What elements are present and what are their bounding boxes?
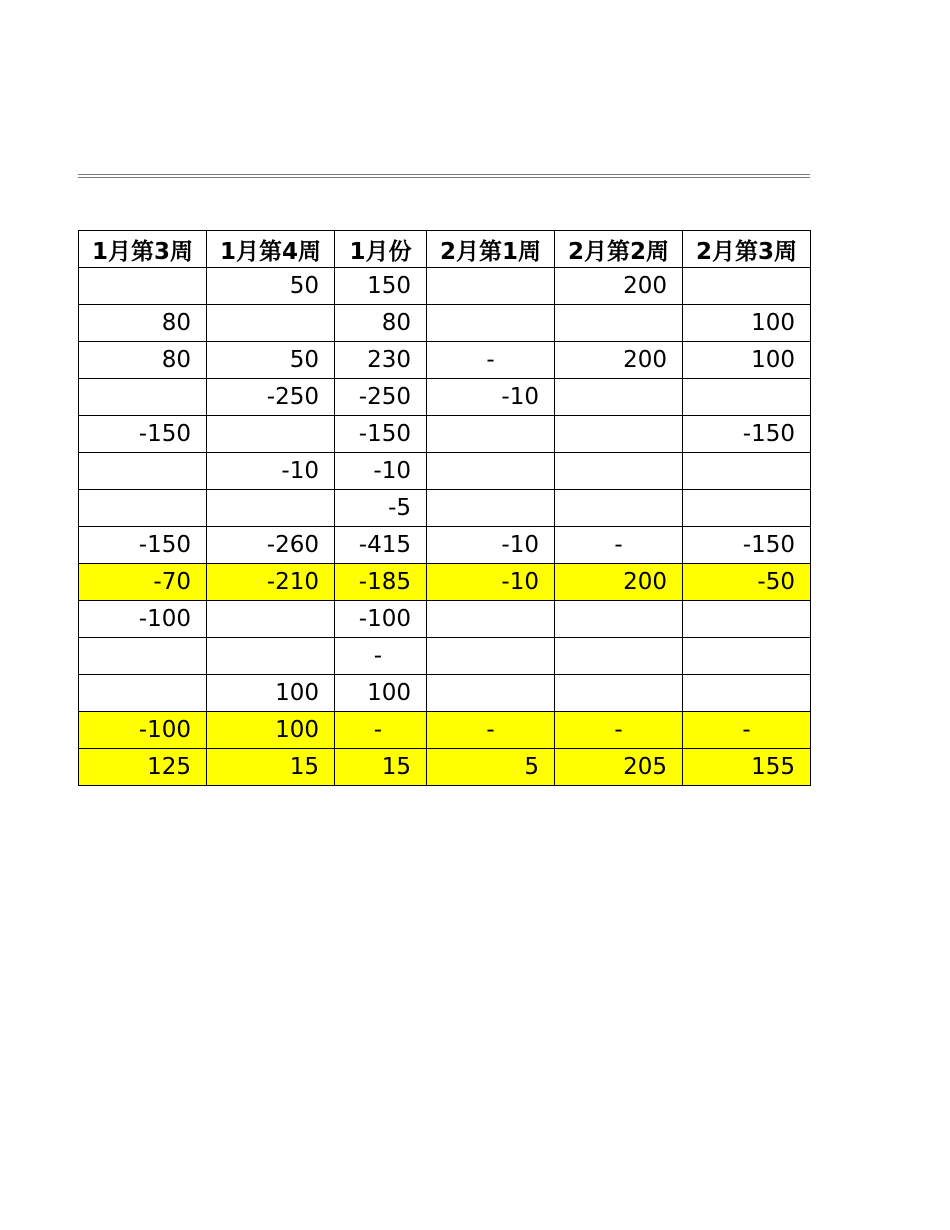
- table-cell[interactable]: 200: [555, 564, 683, 601]
- table-cell[interactable]: 80: [335, 305, 427, 342]
- table-cell[interactable]: -100: [79, 712, 207, 749]
- table-cell[interactable]: [79, 675, 207, 712]
- table-cell[interactable]: [79, 379, 207, 416]
- table-cell[interactable]: 200: [555, 342, 683, 379]
- table-cell[interactable]: [207, 305, 335, 342]
- table-cell[interactable]: -50: [683, 564, 811, 601]
- table-cell[interactable]: -: [335, 638, 427, 675]
- table-cell[interactable]: -150: [683, 416, 811, 453]
- table-cell[interactable]: -: [427, 342, 555, 379]
- table-cell[interactable]: -100: [335, 601, 427, 638]
- table-cell[interactable]: 125: [79, 749, 207, 786]
- table-row: [79, 675, 811, 712]
- table-cell[interactable]: 80: [79, 342, 207, 379]
- table-row: [79, 268, 811, 305]
- table-cell[interactable]: [427, 416, 555, 453]
- table-cell[interactable]: -5: [335, 490, 427, 527]
- table-cell[interactable]: [683, 490, 811, 527]
- table-cell[interactable]: 150: [335, 268, 427, 305]
- table-cell[interactable]: [427, 675, 555, 712]
- table-cell[interactable]: [207, 638, 335, 675]
- table-cell[interactable]: -210: [207, 564, 335, 601]
- table-cell[interactable]: -: [555, 712, 683, 749]
- table-cell[interactable]: [427, 268, 555, 305]
- table-cell[interactable]: -185: [335, 564, 427, 601]
- table-cell[interactable]: [427, 638, 555, 675]
- table-row: [79, 453, 811, 490]
- table-cell[interactable]: [555, 305, 683, 342]
- table-cell[interactable]: -10: [207, 453, 335, 490]
- header-row: [79, 231, 811, 268]
- table-row: [79, 305, 811, 342]
- data-table: [78, 230, 811, 786]
- column-header-jan-week4: 1月第4周: [207, 231, 335, 268]
- table-cell[interactable]: -: [683, 712, 811, 749]
- table-cell[interactable]: -: [335, 712, 427, 749]
- table-cell[interactable]: [79, 268, 207, 305]
- table-cell[interactable]: -150: [79, 416, 207, 453]
- table-cell[interactable]: -70: [79, 564, 207, 601]
- column-header-feb-week1: 2月第1周: [427, 231, 555, 268]
- table-cell[interactable]: [207, 416, 335, 453]
- table-cell[interactable]: 100: [207, 675, 335, 712]
- table-row: [79, 527, 811, 564]
- header-double-rule: [78, 174, 810, 178]
- table-cell[interactable]: 80: [79, 305, 207, 342]
- table-cell[interactable]: [79, 490, 207, 527]
- column-header-feb-week2: 2月第2周: [555, 231, 683, 268]
- table-cell[interactable]: 100: [683, 305, 811, 342]
- table-cell[interactable]: -250: [207, 379, 335, 416]
- table-cell[interactable]: [555, 638, 683, 675]
- table-cell[interactable]: [683, 601, 811, 638]
- table-cell[interactable]: 205: [555, 749, 683, 786]
- table-cell[interactable]: 50: [207, 268, 335, 305]
- table-cell[interactable]: 100: [335, 675, 427, 712]
- table-cell[interactable]: -150: [79, 527, 207, 564]
- table-cell[interactable]: [427, 453, 555, 490]
- table-cell[interactable]: [79, 638, 207, 675]
- table-row: [79, 638, 811, 675]
- table-row: [79, 490, 811, 527]
- table-cell[interactable]: 15: [207, 749, 335, 786]
- table-cell[interactable]: 100: [683, 342, 811, 379]
- table-row: [79, 564, 811, 601]
- table-cell[interactable]: [555, 416, 683, 453]
- table-cell[interactable]: [683, 453, 811, 490]
- table-cell[interactable]: [207, 601, 335, 638]
- table-row: [79, 416, 811, 453]
- table-cell[interactable]: -100: [79, 601, 207, 638]
- table-cell[interactable]: [79, 453, 207, 490]
- table-row: [79, 712, 811, 749]
- table-cell[interactable]: 200: [555, 268, 683, 305]
- table-row: [79, 601, 811, 638]
- table-cell[interactable]: [683, 268, 811, 305]
- table-row: [79, 342, 811, 379]
- column-header-jan-week3: 1月第3周: [79, 231, 207, 268]
- table-row: [79, 749, 811, 786]
- table-cell[interactable]: [427, 601, 555, 638]
- table-cell[interactable]: [555, 490, 683, 527]
- table-cell[interactable]: [555, 601, 683, 638]
- table-cell[interactable]: [555, 379, 683, 416]
- table-cell[interactable]: [555, 453, 683, 490]
- table-cell[interactable]: 15: [335, 749, 427, 786]
- table-cell[interactable]: -10: [427, 527, 555, 564]
- table-cell[interactable]: -150: [683, 527, 811, 564]
- table-cell[interactable]: -10: [427, 564, 555, 601]
- table-cell[interactable]: [555, 675, 683, 712]
- table-cell[interactable]: 50: [207, 342, 335, 379]
- table-cell[interactable]: -250: [335, 379, 427, 416]
- table-cell[interactable]: -10: [427, 379, 555, 416]
- table-cell[interactable]: [683, 675, 811, 712]
- table-cell[interactable]: [427, 305, 555, 342]
- table-cell[interactable]: 155: [683, 749, 811, 786]
- table-cell[interactable]: -10: [335, 453, 427, 490]
- table-cell[interactable]: -415: [335, 527, 427, 564]
- column-header-feb-week3: 2月第3周: [683, 231, 811, 268]
- table-cell[interactable]: 100: [207, 712, 335, 749]
- table-cell[interactable]: -260: [207, 527, 335, 564]
- table-cell[interactable]: [427, 490, 555, 527]
- table-cell[interactable]: [683, 638, 811, 675]
- column-header-jan-month: 1月份: [335, 231, 427, 268]
- table-row: [79, 379, 811, 416]
- table-cell[interactable]: -: [427, 712, 555, 749]
- table-cell[interactable]: [683, 379, 811, 416]
- table-cell[interactable]: -: [555, 527, 683, 564]
- table-cell[interactable]: -150: [335, 416, 427, 453]
- table-cell[interactable]: 230: [335, 342, 427, 379]
- table-cell[interactable]: 5: [427, 749, 555, 786]
- table-cell[interactable]: [207, 490, 335, 527]
